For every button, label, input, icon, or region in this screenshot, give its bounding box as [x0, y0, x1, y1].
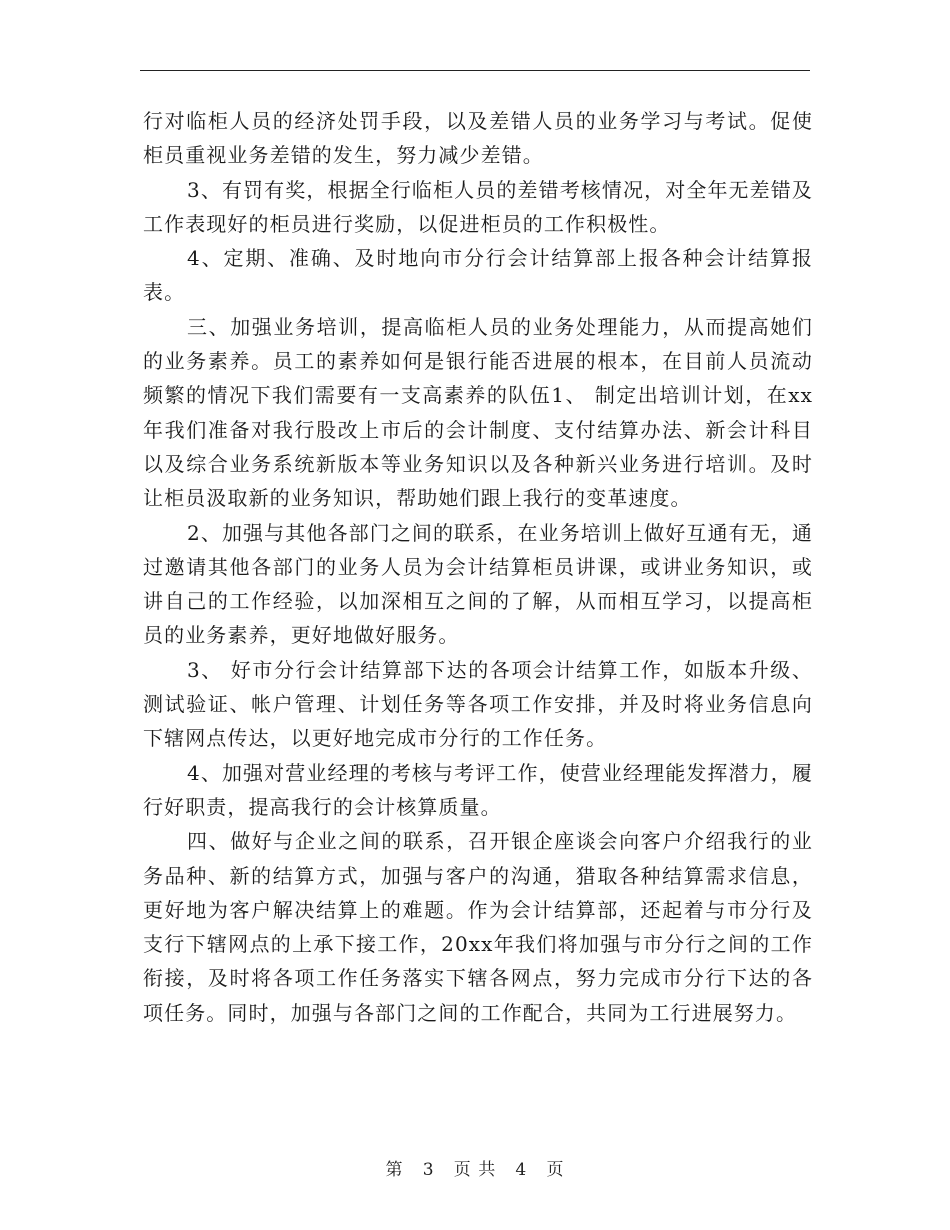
footer-prefix: 第 [385, 1160, 404, 1180]
paragraph: 四、做好与企业之间的联系，召开银企座谈会向客户介绍我行的业务品种、新的结算方式，加强与客户的沟通，猎取各种结算需求信息，更好地为客户解决结算上的难题。作为会计结算部，还起着与市分行及支行下辖网点的上承下接工作，20xx年我们将加强与市分行之间的工作衔接，及时将各项工作任务落实下辖各网点，努力完成市分行下达的各项任务。同时，加强与各部门之间的工作配合，共同为工行进展努力。 [143, 829, 813, 1025]
footer-suffix: 页 [546, 1160, 565, 1180]
paragraph: 4、定期、准确、及时地向市分行会计结算部上报各种会计结算报表。 [143, 246, 813, 305]
current-page-number: 3 [422, 1160, 435, 1180]
paragraph: 3、 好市分行会计结算部下达的各项会计结算工作，如版本升级、测试验证、帐户管理、计划任务等各项工作安排，并及时将业务信息向下辖网点传达，以更好地完成市分行的工作任务。 [143, 657, 813, 751]
paragraph: 3、有罚有奖，根据全行临柜人员的差错考核情况，对全年无差错及工作表现好的柜员进行奖励，以促进柜员的工作积极性。 [143, 177, 813, 236]
paragraph: 4、加强对营业经理的考核与考评工作，使营业经理能发挥潜力，履行好职责，提高我行的会计核算质量。 [143, 760, 813, 819]
page-footer [0, 1155, 950, 1180]
body-text [143, 104, 813, 1030]
total-page-count: 4 [515, 1160, 528, 1180]
paragraph: 三、加强业务培训，提高临柜人员的业务处理能力，从而提高她们的业务素养。员工的素养如何是银行能否进展的根本，在目前人员流动频繁的情况下我们需要有一支高素养的队伍1、 制定出培训计划，在xx年我们准备对我行股改上市后的会计制度、支付结算办法、新会计科目以及综合业务系统新版本等业务知识以及各种新兴业务进行培训。及时让柜员汲取新的业务知识，帮助她们跟上我行的变革速度。 [143, 314, 813, 511]
paragraph: 2、加强与其他各部门之间的联系，在业务培训上做好互通有无，通过邀请其他各部门的业务人员为会计结算柜员讲课，或讲业务知识，或讲自己的工作经验，以加深相互之间的了解，从而相互学习，以提高柜员的业务素养，更好地做好服务。 [143, 520, 813, 648]
header-rule [140, 70, 810, 71]
footer-middle: 页 共 [453, 1160, 497, 1180]
paragraph: 行对临柜人员的经济处罚手段，以及差错人员的业务学习与考试。促使柜员重视业务差错的发生，努力减少差错。 [143, 109, 813, 168]
